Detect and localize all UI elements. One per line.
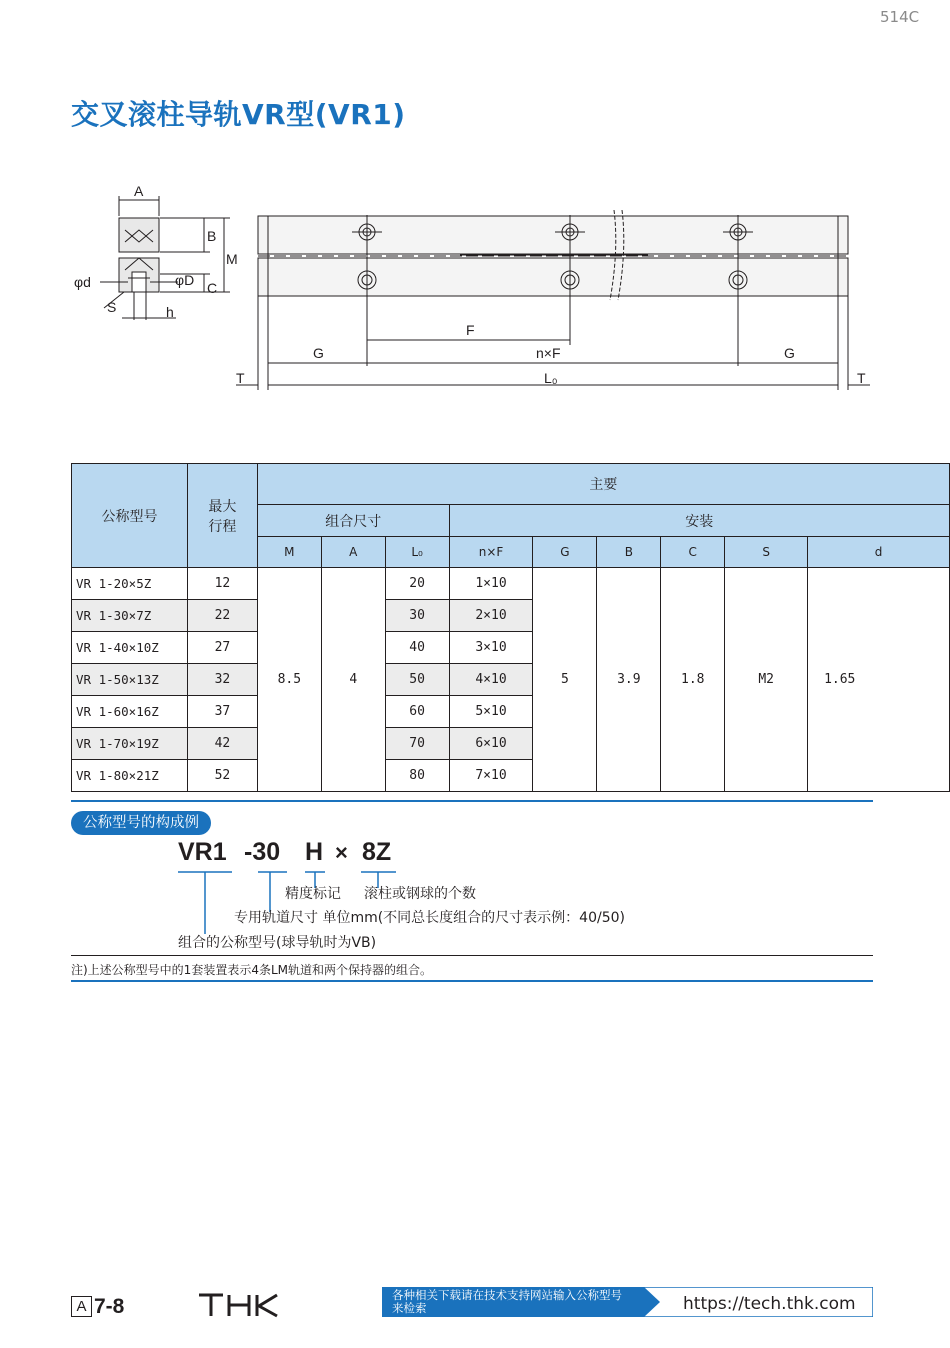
table-row xyxy=(72,568,950,600)
cell-l0: 80 xyxy=(385,760,449,792)
table-note: 注)上述公称型号中的1套装置表示4条LM轨道和两个保持器的组合。 xyxy=(71,963,432,977)
header-col-d: d xyxy=(808,537,950,568)
page-title: 交叉滚柱导轨VR型(VR1) xyxy=(71,98,406,131)
dim-phi-big-d-label: φD xyxy=(175,272,195,288)
legend-count: 滚柱或钢球的个数 xyxy=(364,886,476,902)
dim-s-label: S xyxy=(107,299,117,315)
cell-a: 4 xyxy=(321,568,385,792)
dim-nxf-label: n×F xyxy=(536,345,561,361)
header-model: 公称型号 xyxy=(72,464,188,568)
cell-model: VR 1-30×7Z xyxy=(72,600,188,632)
code-base: VR1 xyxy=(178,838,227,866)
thk-logo xyxy=(197,1291,281,1319)
banner-text: 各种相关下载请在技术支持网站输入公称型号来检索 xyxy=(392,1288,622,1315)
cell-stroke: 22 xyxy=(187,600,257,632)
header-col-s: S xyxy=(725,537,808,568)
cell-m: 8.5 xyxy=(257,568,321,792)
header-col-nxf: n×F xyxy=(449,537,533,568)
cell-l0: 70 xyxy=(385,728,449,760)
code-count: 8Z xyxy=(362,838,392,866)
cell-nxf: 1×10 xyxy=(449,568,533,600)
header-col-b: B xyxy=(597,537,661,568)
header-col-a: A xyxy=(321,537,385,568)
code-size: -30 xyxy=(244,838,281,866)
section-page: 7-8 xyxy=(94,1295,125,1318)
cell-stroke: 27 xyxy=(187,632,257,664)
section-divider xyxy=(71,800,873,802)
cell-model: VR 1-70×19Z xyxy=(72,728,188,760)
cell-nxf: 5×10 xyxy=(449,696,533,728)
dim-g-left-label: G xyxy=(313,345,324,361)
cell-model: VR 1-40×10Z xyxy=(72,632,188,664)
code-leader-lines xyxy=(0,860,950,950)
dim-f-label: F xyxy=(466,322,475,338)
cell-s: M2 xyxy=(725,568,808,792)
dim-c-label: C xyxy=(207,280,218,296)
header-col-c: C xyxy=(661,537,725,568)
cell-stroke: 42 xyxy=(187,728,257,760)
header-main: 主要 xyxy=(257,464,949,505)
cell-model: VR 1-80×21Z xyxy=(72,760,188,792)
page-number: 514C xyxy=(880,8,920,26)
cell-stroke: 12 xyxy=(187,568,257,600)
legend-grade: 精度标记 xyxy=(285,886,341,902)
section-box: A xyxy=(71,1296,92,1317)
code-grade: H xyxy=(305,838,324,866)
dim-h-label: h xyxy=(166,304,174,320)
cell-model: VR 1-20×5Z xyxy=(72,568,188,600)
cell-stroke: 37 xyxy=(187,696,257,728)
cell-l0: 20 xyxy=(385,568,449,600)
cell-b: 3.9 xyxy=(597,568,661,792)
legend-base: 组合的公称型号(球导轨时为VB) xyxy=(178,935,377,951)
header-stroke-line1: 最大 xyxy=(208,498,237,515)
cell-d: 1.65 xyxy=(808,568,950,792)
header-col-g: G xyxy=(533,537,597,568)
cell-l0: 30 xyxy=(385,600,449,632)
cell-nxf: 6×10 xyxy=(449,728,533,760)
dim-b-label: B xyxy=(207,228,217,244)
dim-l0-label: L₀ xyxy=(544,370,558,386)
cell-l0: 50 xyxy=(385,664,449,696)
header-install: 安装 xyxy=(449,505,949,537)
cell-stroke: 52 xyxy=(187,760,257,792)
legend-size: 专用轨道尺寸 单位mm(不同总长度组合的尺寸表示例：40/50) xyxy=(234,910,625,926)
cell-nxf: 7×10 xyxy=(449,760,533,792)
code-times: × xyxy=(335,840,348,865)
spec-table xyxy=(71,463,950,792)
example-label: 公称型号的构成例 xyxy=(71,811,211,835)
dim-phi-d-label: φd xyxy=(74,274,91,290)
cell-nxf: 4×10 xyxy=(449,664,533,696)
section-page-label xyxy=(71,1295,124,1319)
cell-l0: 60 xyxy=(385,696,449,728)
cell-nxf: 3×10 xyxy=(449,632,533,664)
note-divider xyxy=(71,955,873,956)
cell-c: 1.8 xyxy=(661,568,725,792)
cell-nxf: 2×10 xyxy=(449,600,533,632)
cell-g: 5 xyxy=(533,568,597,792)
cell-model: VR 1-60×16Z xyxy=(72,696,188,728)
cell-model: VR 1-50×13Z xyxy=(72,664,188,696)
section-bottom-divider xyxy=(71,980,873,982)
header-stroke xyxy=(187,464,257,568)
dim-t-left-label: T xyxy=(236,370,245,386)
rail-technical-drawing xyxy=(0,170,950,400)
header-col-m: M xyxy=(257,537,321,568)
dim-m-label: M xyxy=(226,251,238,267)
dim-a-label: A xyxy=(134,183,144,199)
dim-g-right-label: G xyxy=(784,345,795,361)
cell-l0: 40 xyxy=(385,632,449,664)
cell-stroke: 32 xyxy=(187,664,257,696)
support-url-link[interactable]: https://tech.thk.com xyxy=(683,1294,856,1314)
header-stroke-line2: 行程 xyxy=(208,518,237,535)
header-combo: 组合尺寸 xyxy=(257,505,449,537)
dim-t-right-label: T xyxy=(857,370,866,386)
header-col-l0: L₀ xyxy=(385,537,449,568)
